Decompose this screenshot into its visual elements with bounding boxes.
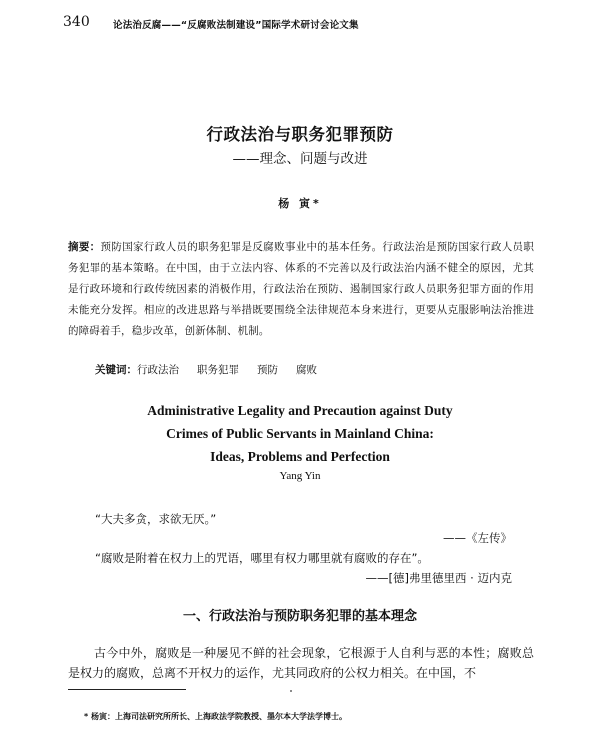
page-number: 340 <box>63 14 90 30</box>
keywords-label: 关键词： <box>95 364 137 376</box>
abstract-label: 摘要： <box>68 241 101 253</box>
scan-speck <box>290 690 292 692</box>
epigraph-quote: “大夫多贪，求欲无厌。” <box>95 512 217 526</box>
footnote-divider <box>68 689 186 690</box>
english-title <box>0 399 600 468</box>
abstract-text: 预防国家行政人员的职务犯罪是反腐败事业中的基本任务。行政法治是预防国家行政人员职务犯罪的基本策略。在中国，由于立法内容、体系的不完善以及行政法治内涵不健全的原因，尤其是行政环境和行政传统因素的消极作用，行政法治在预防、遏制国家行政人员职务犯罪方面的作用未能充分发挥。相应的改进思路与举措既要围绕全法律规范本身来进行，更要从克服影响法治推进的障碍着手，稳步改革，创新体制、机制。 <box>68 241 534 337</box>
article-author: 杨 寅* <box>278 197 322 210</box>
abstract-block <box>68 237 534 342</box>
keyword: 职务犯罪 <box>197 364 239 376</box>
epigraph-source: ——[德]弗里德里西 · 迈内克 <box>365 571 512 585</box>
article-title: 行政法治与职务犯罪预防 <box>206 125 394 144</box>
english-title-line: Ideas, Problems and Perfection <box>210 449 390 464</box>
body-paragraph: 古今中外，腐败是一种屡见不鲜的社会现象，它根源于人自利与恶的本性；腐败总是权力的腐败，总离不开权力的运作，尤其同政府的公权力相关。在中国，不 <box>68 646 534 680</box>
english-title-line: Administrative Legality and Precaution against Duty <box>147 403 453 418</box>
epigraph-source: ——《左传》 <box>443 531 512 545</box>
keyword: 腐败 <box>296 364 317 376</box>
running-title: 论法治反腐——“反腐败法制建设”国际学术研讨会论文集 <box>113 20 359 31</box>
keyword: 行政法治 <box>137 364 179 376</box>
footnote: * 杨寅：上海司法研究所所长、上海政法学院教授、墨尔本大学法学博士。 <box>84 712 347 721</box>
keyword: 预防 <box>257 364 278 376</box>
keywords-line <box>95 362 335 377</box>
article-subtitle: ——理念、问题与改进 <box>232 151 368 167</box>
english-title-line: Crimes of Public Servants in Mainland China: <box>166 426 434 441</box>
section-heading: 一、行政法治与预防职务犯罪的基本理念 <box>182 609 417 624</box>
english-author: Yang Yin <box>279 470 321 482</box>
epigraph-quote: “腐败是附着在权力上的咒语，哪里有权力哪里就有腐败的存在”。 <box>95 551 429 565</box>
